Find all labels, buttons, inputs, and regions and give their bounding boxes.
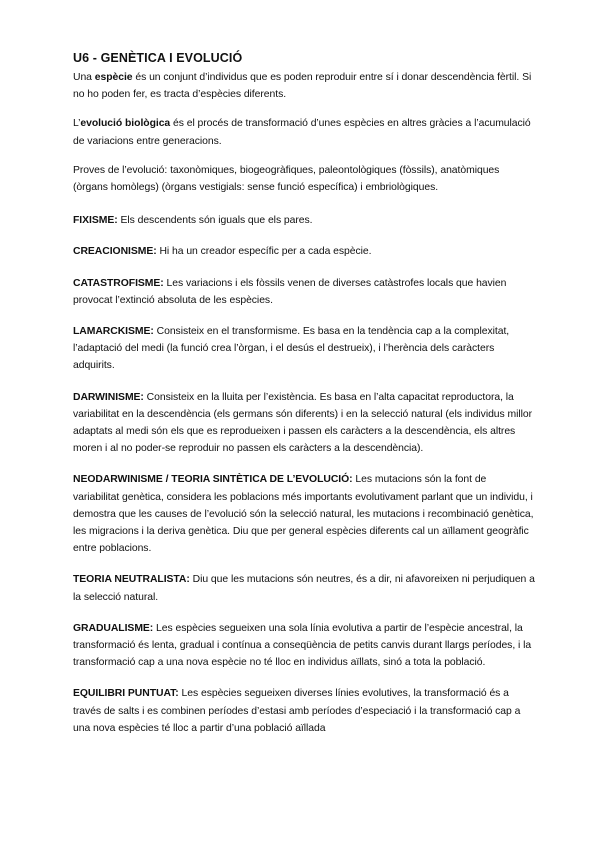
definition-neodarwinisme (73, 471, 535, 557)
definition-text: Diu que les mutacions són neutres, és a dir, ni afavoreixen ni perjudiquen a la selecció natural. (73, 574, 535, 603)
text: L’ (73, 118, 81, 130)
bold-term: evolució biològica (80, 118, 171, 130)
definition-text: Els descendents són iguals que els pares. (117, 215, 313, 227)
text: Una (73, 72, 95, 83)
definition-text: Consisteix en el transformisme. Es basa en la tendència cap a la complexitat, l’adaptació del medi (la funció crea l’òrgan, i el desús el destrueix), i l’herència dels caràcters adquirits. (73, 326, 510, 372)
definition-text: Consisteix en la lluita per l’existència. Es basa en l’alta capacitat reproductora, la variabilitat en la descendència (els germans són diferents) i en la selecció natural (els individus millor adaptats al medi són els que es reprodueixen i passen els caràcters a la descendència, els altres moren i al no poder-se reproduir no passen els caràcters a la descendència). (73, 391, 533, 455)
definition-teoria-neutralista (73, 571, 535, 605)
evolution-paragraph (73, 115, 535, 149)
definition-gradualisme (73, 620, 535, 672)
definition-term: NEODARWINISME / TEORIA SINTÈTICA DE L’EVOLUCIÓ: (73, 474, 353, 486)
evidence-paragraph (73, 162, 535, 196)
definition-lamarckisme (73, 323, 535, 375)
definition-term: FIXISME: (73, 215, 118, 227)
definition-term: CREACIONISME: (73, 246, 157, 258)
definition-text: Les mutacions són la font de variabilitat genètica, considera les poblacions més importants evolutivament parlant que un individu, i demostra que les causes de l’evolució són la selecció natural, les mutacions i recombinació genètica, les migracions i la deriva genètica. Diu que per general espècies diferents cal un aïllament geogràfic entre poblacions. (73, 474, 534, 555)
definition-text: Les variacions i els fòssils venen de diverses catàstrofes locals que havien provocat l’extinció absoluta de les espècies. (73, 277, 507, 306)
definition-term: EQUILIBRI PUNTUAT: (73, 688, 179, 700)
definition-text: Hi ha un creador específic per a cada espècie. (156, 246, 372, 258)
species-paragraph (73, 69, 535, 103)
definition-fixisme (73, 212, 535, 229)
text: és un conjunt d’individus que es poden reproduir entre sí i donar descendència fèrtil. Si no ho poden fer, es tracta d’espècies diferents. (73, 72, 532, 101)
definition-term: LAMARCKISME: (73, 326, 154, 338)
document-content (73, 51, 535, 737)
definition-term: GRADUALISME: (73, 622, 154, 634)
definition-equilibri-puntuat (73, 685, 535, 737)
definition-term: CATASTROFISME: (73, 277, 164, 289)
definition-term: TEORIA NEUTRALISTA: (73, 574, 190, 586)
definition-catastrofisme (73, 275, 535, 309)
page-title: U6 - GENÈTICA I EVOLUCIÓ (73, 51, 243, 65)
definition-text: Les espècies segueixen una sola línia evolutiva a partir de l’espècie ancestral, la transformació és lenta, gradual i contínua a conseqüència de petits canvis durant llargs períodes, i la transformació cap a una nova espècie no té lloc en individus aïllats, sinó a tota la població. (73, 622, 532, 669)
definition-term: DARWINISME: (73, 391, 144, 403)
text: Proves de l’evolució: taxonòmiques, biogeogràfiques, paleontològiques (fòssils), anatòmiques (òrgans homòlegs) (òrgans vestigials: sense funció específica) i embriològiques. (73, 164, 500, 194)
definition-creacionisme (73, 243, 535, 260)
text: és el procés de transformació d’unes espècies en altres gràcies a l’acumulació de variacions entre generacions. (73, 118, 531, 147)
definition-text: Les espècies segueixen diverses línies evolutives, la transformació és a través de salts i es combinen períodes d’estasi amb períodes d’especiació i la transformació cap a una nova espècies té lloc a partir d’una població aïllada (73, 688, 521, 734)
bold-term: espècie (94, 72, 133, 83)
definition-darwinisme (73, 389, 535, 458)
